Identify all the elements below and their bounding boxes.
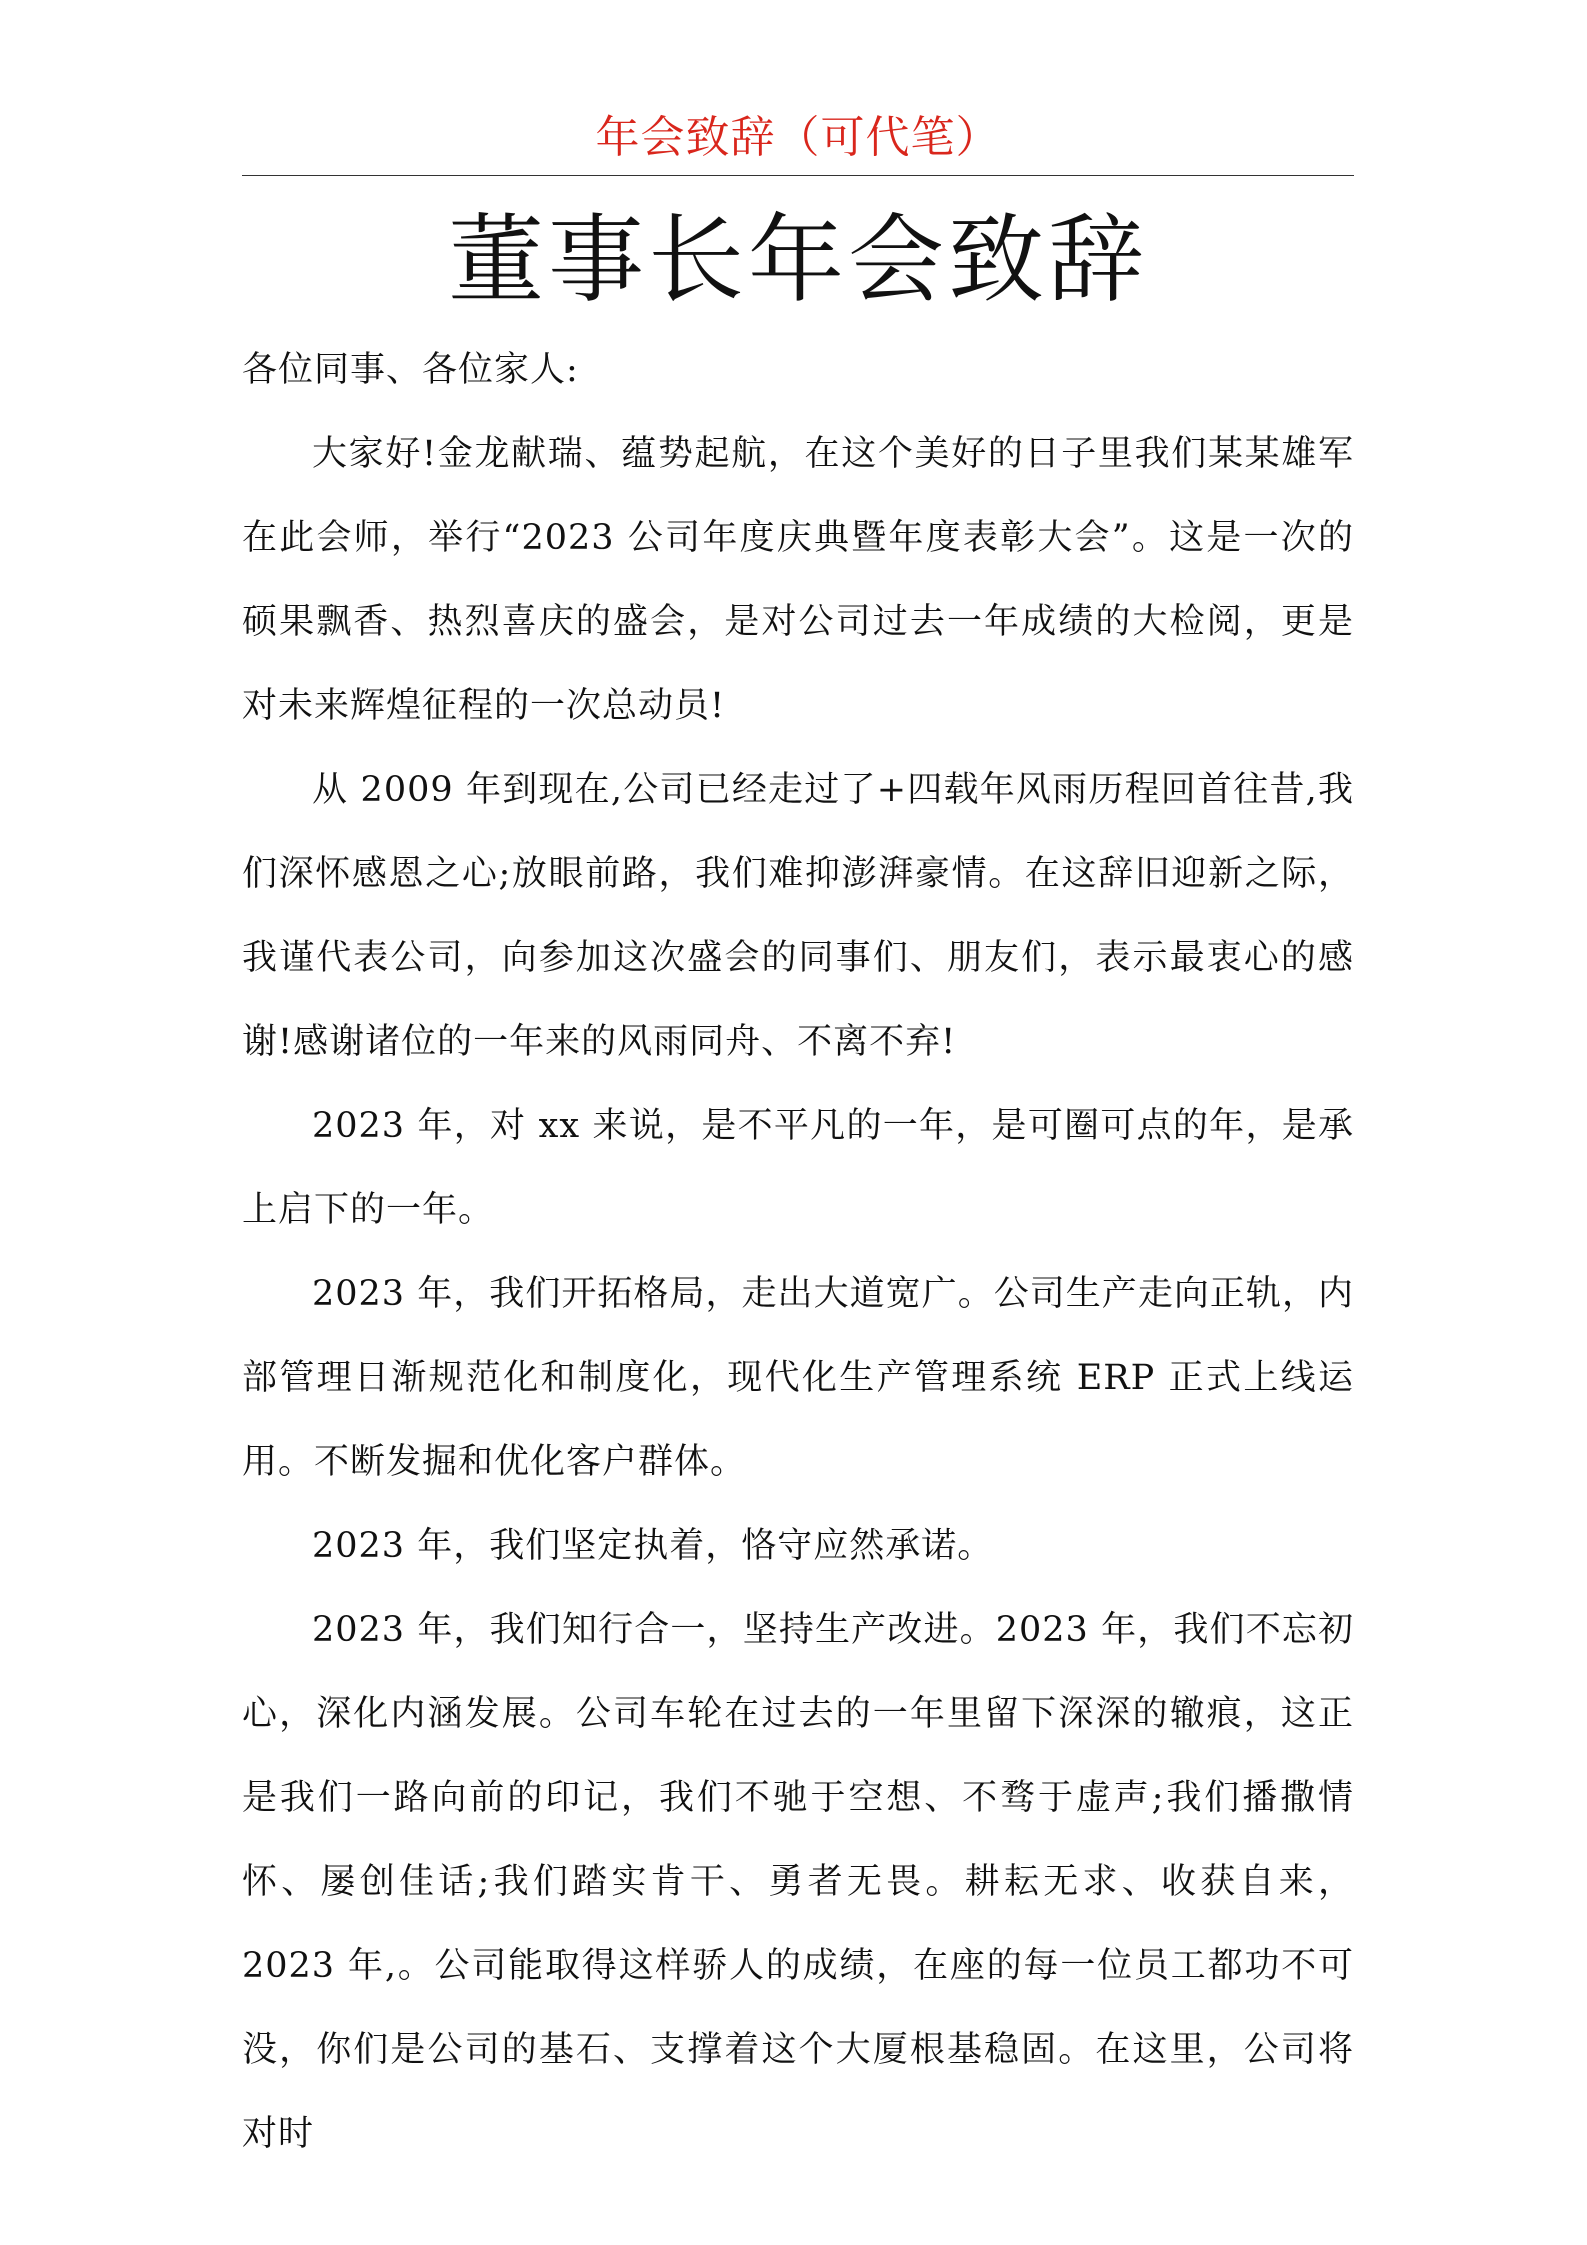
paragraph: 从 2009 年到现在,公司已经走过了+四载年风雨历程回首往昔,我们深怀感恩之心;放眼前路，我们难抑澎湃豪情。在这辞旧迎新之际，我谨代表公司，向参加这次盛会的同事们、朋友们，表示最衷心的感谢!感谢诸位的一年来的风雨同舟、不离不弃! xyxy=(242,770,1354,1062)
page-header: 年会致辞（可代笔） xyxy=(595,112,1001,163)
paragraph: 大家好!金龙献瑞、蕴势起航，在这个美好的日子里我们某某雄军在此会师，举行“2023 公司年度庆典暨年度表彰大会”。这是一次的硕果飘香、热烈喜庆的盛会，是对公司过去一年成绩的大检阅，更是对未来辉煌征程的一次总动员! xyxy=(242,434,1354,726)
paragraph: 2023 年，对 xx 来说，是不平凡的一年，是可圈可点的年，是承上启下的一年。 xyxy=(242,1106,1354,1230)
paragraph: 2023 年，我们开拓格局，走出大道宽广。公司生产走向正轨，内部管理日渐规范化和制度化，现代化生产管理系统 ERP 正式上线运用。不断发掘和优化客户群体。 xyxy=(242,1274,1354,1482)
paragraph: 2023 年，我们坚定执着，恪守应然承诺。 xyxy=(312,1526,994,1566)
document-title: 董事长年会致辞 xyxy=(448,204,1148,316)
document-body xyxy=(242,328,1354,2176)
salutation: 各位同事、各位家人: xyxy=(242,350,579,390)
paragraph: 2023 年，我们知行合一，坚持生产改进。2023 年，我们不忘初心，深化内涵发展。公司车轮在过去的一年里留下深深的辙痕，这正是我们一路向前的印记，我们不驰于空想、不骛于虚声;我们播撒情怀、屡创佳话;我们踏实肯干、勇者无畏。耕耘无求、收获自来，2023 年,。公司能取得这样骄人的成绩，在座的每一位员工都功不可没，你们是公司的基石、支撑着这个大厦根基稳固。在这里，公司将对时 xyxy=(242,1610,1354,2154)
header-divider xyxy=(242,175,1354,176)
